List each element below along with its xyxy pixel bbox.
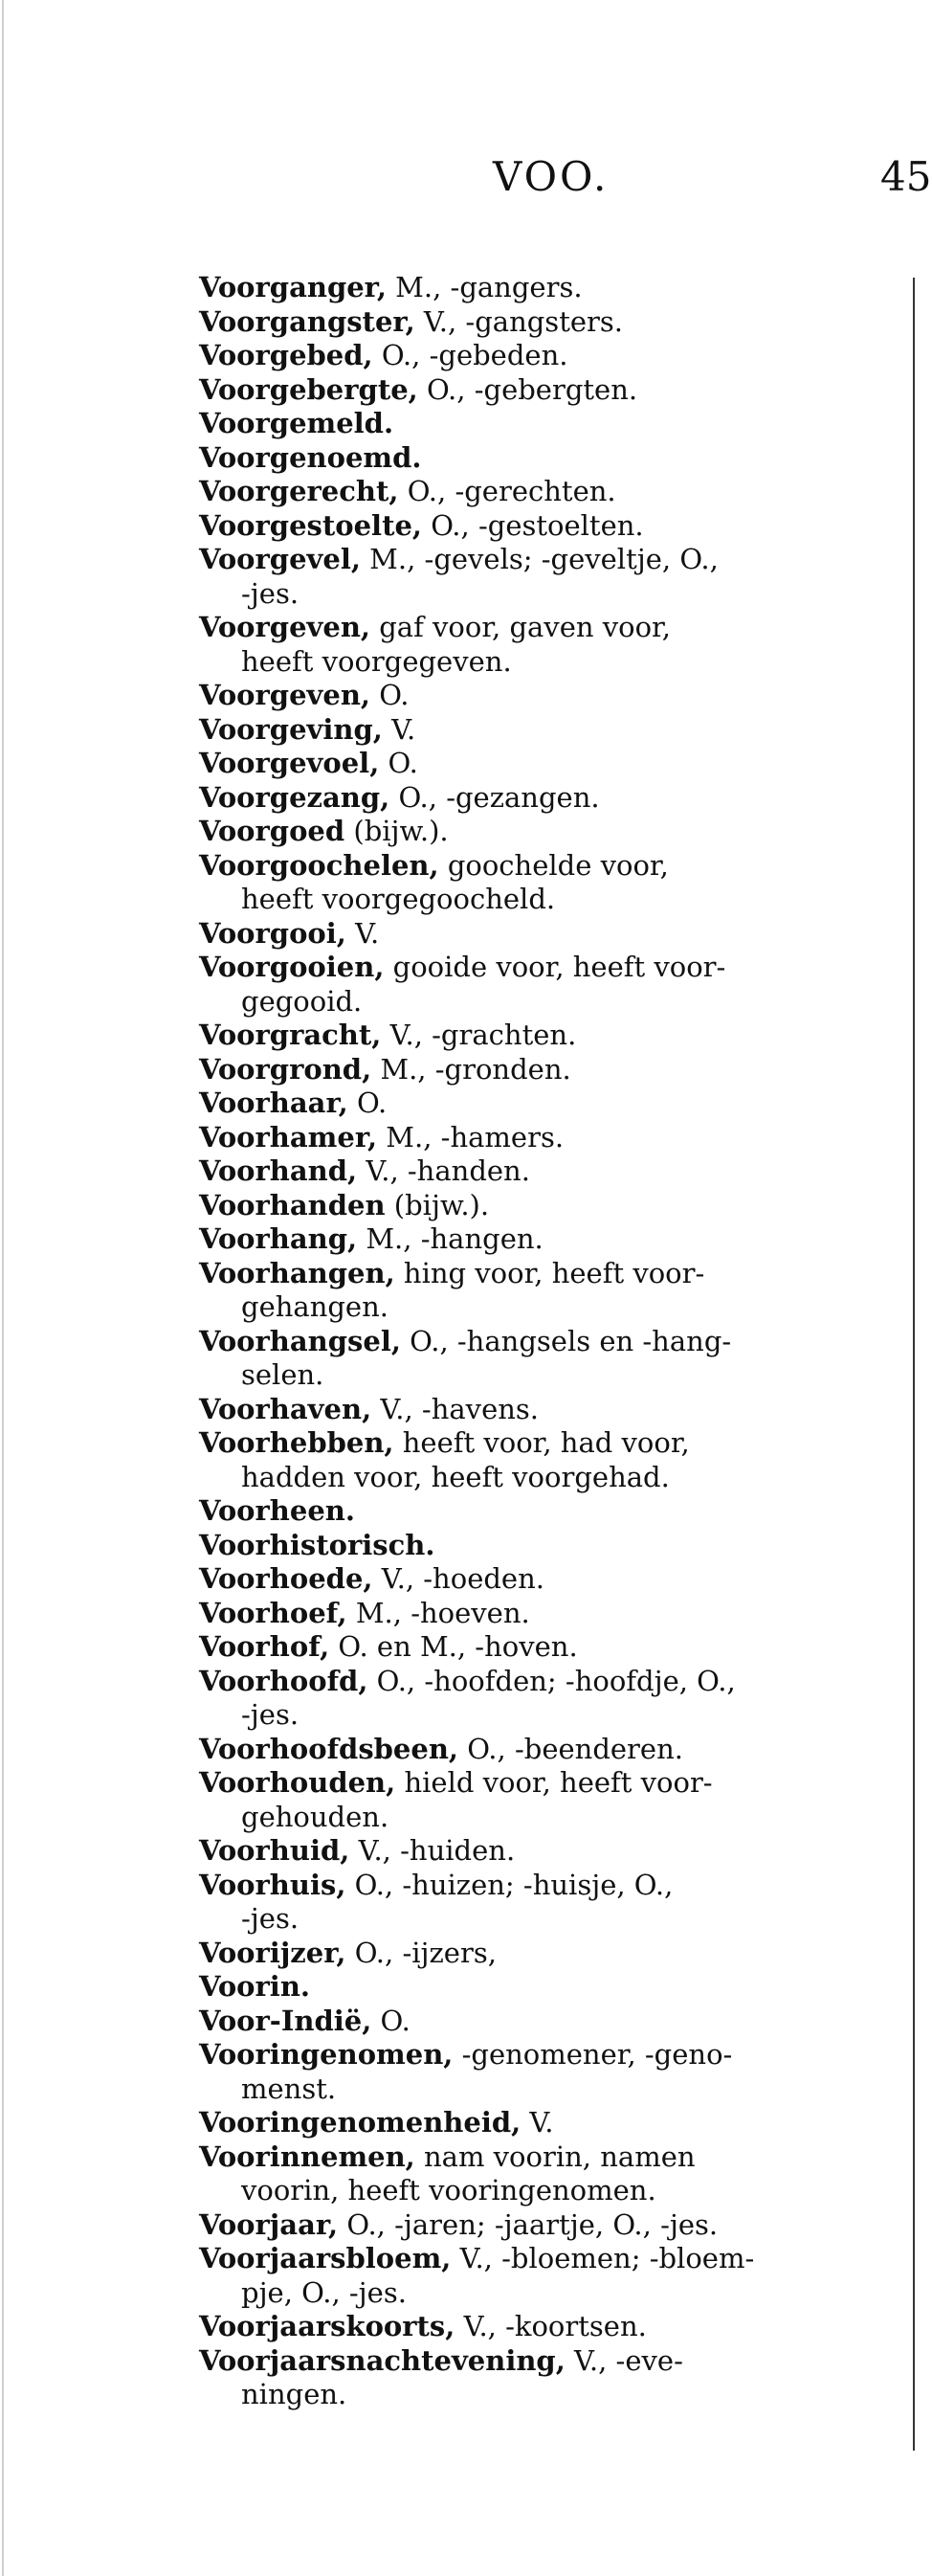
entry-headword: Voorhangen, <box>199 1256 395 1289</box>
entry-definition: (bijw.). <box>344 815 449 847</box>
entry-definition: M., -hamers. <box>377 1120 565 1154</box>
entry-headword: Voorjaarskoorts, <box>199 2310 455 2342</box>
entry-headword: Voorjaarsbloem, <box>199 2242 452 2274</box>
entry-definition: (bijw.). <box>385 1188 490 1221</box>
dictionary-entry <box>199 1393 893 1427</box>
entry-continuation: hadden voor, heeft voorgehad. <box>241 1460 670 1493</box>
entry-headword: Voorhoofd, <box>199 1664 368 1697</box>
entry-headword: Vooringenomenheid, <box>199 2106 521 2139</box>
entry-definition: O., -huizen; -huisje, O., <box>345 1868 674 1901</box>
entry-headword: Voorhouden, <box>199 1766 396 1799</box>
entry-headword: Voorgebergte, <box>199 372 418 406</box>
dictionary-entry <box>199 679 893 713</box>
dictionary-entry <box>199 1562 893 1597</box>
entry-continuation: gehouden. <box>241 1800 389 1833</box>
entry-headword: Voorgoochelen, <box>199 848 439 882</box>
entry-continuation: ningen. <box>241 2378 347 2410</box>
entry-definition: V., -koortsen. <box>455 2310 647 2342</box>
entry-headword: Voorgevoel, <box>199 747 380 779</box>
entry-headword: Voorheen. <box>199 1494 355 1527</box>
running-head: VOO. <box>493 153 610 200</box>
entry-definition: O., -hangsels en -hang- <box>400 1324 732 1357</box>
entry-headword: Voorgangster, <box>199 304 415 338</box>
entry-definition: goochelde voor, <box>438 848 669 882</box>
entry-headword: Voorgestoelte, <box>199 508 423 542</box>
entry-headword: Voorgezang, <box>199 780 390 814</box>
dictionary-entry <box>199 1086 893 1121</box>
column-rule <box>913 278 915 2451</box>
dictionary-entry <box>199 1121 893 1155</box>
entry-definition: heeft voor, had voor, <box>393 1426 690 1459</box>
left-page-edge <box>2 0 4 2576</box>
entry-headword: Vooringenomen, <box>199 2038 454 2071</box>
entry-definition: M., -gangers. <box>386 271 583 303</box>
dictionary-entry <box>199 2106 893 2140</box>
entry-definition: V. <box>382 712 416 746</box>
page-header <box>0 153 932 211</box>
dictionary-entry <box>199 1189 893 1223</box>
page-number: 45 <box>880 153 932 200</box>
dictionary-entry <box>199 1222 893 1257</box>
dictionary-entry <box>199 2140 893 2208</box>
entry-headword: Voorgracht, <box>199 1019 382 1051</box>
dictionary-entry <box>199 917 893 952</box>
entry-continuation: gehangen. <box>241 1290 388 1323</box>
entry-definition: V., -havens. <box>371 1392 540 1425</box>
entry-headword: Voorgooien, <box>199 951 385 983</box>
dictionary-entry <box>199 1053 893 1087</box>
entry-definition: gooide voor, heeft voor- <box>384 951 726 983</box>
entry-headword: Voorhamer, <box>199 1120 378 1154</box>
entry-continuation: pje, O., -jes. <box>241 2275 407 2309</box>
entry-headword: Voorhang, <box>199 1222 358 1255</box>
dictionary-entries <box>199 271 893 2412</box>
entry-definition: O. <box>379 747 418 779</box>
entry-headword: Voorjaarsnachtevening, <box>199 2343 566 2377</box>
entry-definition: V., -grachten. <box>381 1019 577 1051</box>
entry-headword: Voorgrond, <box>199 1052 372 1086</box>
entry-headword: Voorgeving, <box>199 712 383 746</box>
entry-headword: Voorgebed, <box>199 339 373 371</box>
entry-headword: Voorgoed <box>199 815 345 847</box>
entry-headword: Voorganger, <box>199 271 387 303</box>
entry-definition: M., -gronden. <box>371 1052 571 1086</box>
dictionary-entry <box>199 339 893 373</box>
dictionary-entry <box>199 407 893 441</box>
dictionary-entry <box>199 1869 893 1937</box>
entry-definition: O., -beenderen. <box>458 1732 683 1765</box>
dictionary-entry <box>199 713 893 748</box>
entry-definition: O., -gezangen. <box>389 780 600 814</box>
entry-headword: Voorgeven, <box>199 611 371 643</box>
dictionary-entry <box>199 1970 893 2005</box>
dictionary-entry <box>199 849 893 917</box>
entry-headword: Voorhuis, <box>199 1868 346 1901</box>
entry-continuation: -jes. <box>241 1902 300 1935</box>
entry-headword: Voorhof, <box>199 1630 330 1663</box>
dictionary-entry <box>199 2208 893 2243</box>
dictionary-entry <box>199 1325 893 1393</box>
entry-headword: Voorhand, <box>199 1154 358 1187</box>
entry-definition: M., -gevels; -geveltje, O., <box>360 543 719 575</box>
entry-definition: M., -hoeven. <box>346 1596 530 1629</box>
dictionary-entry <box>199 1426 893 1494</box>
entry-headword: Voorhoofdsbeen, <box>199 1732 459 1765</box>
entry-continuation: selen. <box>241 1358 324 1391</box>
entry-headword: Voorhuid, <box>199 1834 350 1867</box>
entry-definition: O. <box>347 1086 388 1119</box>
entry-definition: O. en M., -hoven. <box>329 1630 578 1663</box>
dictionary-entry <box>199 441 893 476</box>
entry-headword: Voorinnemen, <box>199 2139 415 2173</box>
entry-definition: V., -eve- <box>565 2343 683 2377</box>
entry-definition: V., -hoeden. <box>372 1562 544 1595</box>
dictionary-entry <box>199 305 893 340</box>
entry-definition: O., -gerechten. <box>398 475 616 507</box>
entry-definition: M., -hangen. <box>357 1222 544 1255</box>
dictionary-entry <box>199 475 893 509</box>
entry-definition: O., -ijzers, <box>345 1936 497 1969</box>
dictionary-entry <box>199 1019 893 1053</box>
entry-headword: Voor-Indië, <box>199 2004 372 2037</box>
entry-definition: O. <box>371 2004 411 2037</box>
dictionary-entry <box>199 747 893 781</box>
entry-headword: Voorhoef, <box>199 1596 347 1629</box>
entry-definition: O., -gebeden. <box>372 339 568 371</box>
entry-continuation: heeft voorgegoocheld. <box>241 883 556 915</box>
entry-definition: O., -jaren; -jaartje, O., -jes. <box>338 2207 719 2241</box>
entry-headword: Voorhebben, <box>199 1426 394 1459</box>
dictionary-entry <box>199 1733 893 1767</box>
entry-definition: O., -hoofden; -hoofdje, O., <box>367 1664 736 1697</box>
entry-headword: Voorhanden <box>199 1188 386 1221</box>
entry-definition: V., -handen. <box>357 1154 530 1187</box>
dictionary-entry <box>199 373 893 408</box>
entry-headword: Voorijzer, <box>199 1936 346 1969</box>
entry-headword: Voorin. <box>199 1970 310 2003</box>
dictionary-entry <box>199 2038 893 2106</box>
entry-headword: Voorhistorisch. <box>199 1528 435 1561</box>
dictionary-entry <box>199 1937 893 1971</box>
entry-continuation: -jes. <box>241 1698 300 1731</box>
entry-definition: -genomener, -geno- <box>453 2038 733 2071</box>
entry-headword: Voorgerecht, <box>199 475 399 507</box>
dictionary-entry <box>199 2242 893 2310</box>
entry-continuation: -jes. <box>241 576 300 610</box>
dictionary-entry <box>199 509 893 544</box>
entry-definition: O. <box>370 679 410 711</box>
dictionary-entry <box>199 1154 893 1189</box>
dictionary-entry <box>199 1494 893 1529</box>
entry-definition: gaf voor, gaven voor, <box>370 611 671 643</box>
dictionary-entry <box>199 2344 893 2412</box>
dictionary-entry <box>199 1834 893 1869</box>
dictionary-entry <box>199 1597 893 1631</box>
entry-continuation: gegooid. <box>241 984 363 1018</box>
entry-headword: Voorjaar, <box>199 2207 339 2241</box>
entry-definition: V., -huiden. <box>349 1834 516 1867</box>
entry-headword: Voorgevel, <box>199 543 361 575</box>
entry-continuation: voorin, heeft vooringenomen. <box>241 2174 656 2206</box>
entry-headword: Voorgenoemd. <box>199 440 422 474</box>
entry-headword: Voorhangsel, <box>199 1324 401 1357</box>
dictionary-entry <box>199 543 893 611</box>
dictionary-entry <box>199 1529 893 1563</box>
dictionary-entry <box>199 1665 893 1733</box>
entry-headword: Voorgeven, <box>199 679 371 711</box>
dictionary-entry <box>199 271 893 305</box>
dictionary-entry <box>199 781 893 816</box>
dictionary-entry <box>199 1766 893 1834</box>
entry-definition: V., -bloemen; -bloem- <box>451 2242 755 2274</box>
entry-headword: Voorhoede, <box>199 1562 373 1595</box>
dictionary-entry <box>199 2005 893 2039</box>
dictionary-entry <box>199 611 893 679</box>
entry-continuation: menst. <box>241 2072 337 2105</box>
dictionary-entry <box>199 1630 893 1665</box>
entry-headword: Voorhaven, <box>199 1392 372 1425</box>
entry-definition: hield voor, heeft voor- <box>395 1766 713 1799</box>
entry-continuation: heeft voorgegeven. <box>241 644 512 678</box>
entry-definition: V. <box>521 2106 554 2139</box>
entry-headword: Voorgemeld. <box>199 407 394 439</box>
entry-definition: V., -gangsters. <box>414 304 623 338</box>
entry-headword: Voorhaar, <box>199 1086 348 1119</box>
dictionary-entry <box>199 1257 893 1325</box>
entry-definition: hing voor, heeft voor- <box>394 1256 705 1289</box>
dictionary-entry <box>199 815 893 849</box>
dictionary-entry <box>199 951 893 1019</box>
entry-definition: V. <box>345 916 380 950</box>
entry-definition: O., -gebergten. <box>417 372 638 406</box>
dictionary-entry <box>199 2310 893 2344</box>
entry-headword: Voorgooi, <box>199 916 346 950</box>
entry-definition: O., -gestoelten. <box>422 508 644 542</box>
entry-definition: nam voorin, namen <box>414 2139 696 2173</box>
